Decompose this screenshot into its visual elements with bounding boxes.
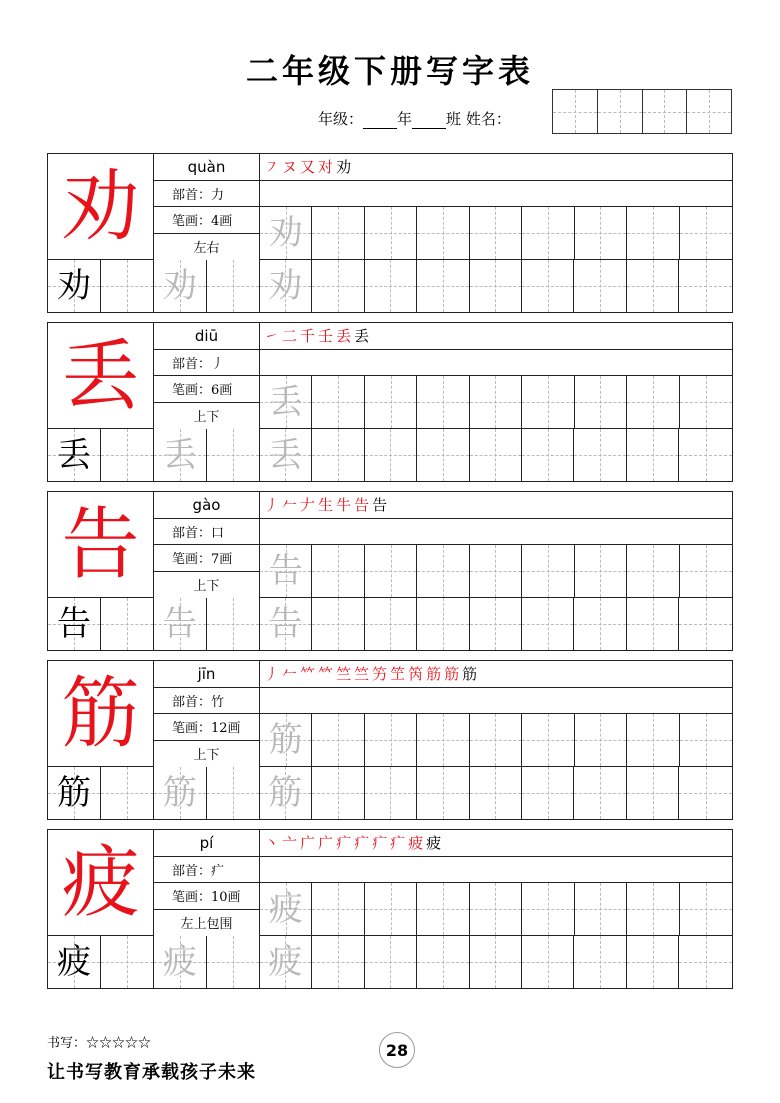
blank-row <box>260 688 732 715</box>
practice-cell[interactable] <box>680 883 732 935</box>
stroke-step: 丢 <box>354 327 373 346</box>
stroke-step: 丶 <box>264 834 283 853</box>
practice-cell[interactable] <box>260 545 312 597</box>
practice-cell[interactable] <box>365 714 417 766</box>
copy-char: 劝 <box>56 266 91 306</box>
blank-row <box>260 181 732 208</box>
practice-cell[interactable] <box>575 207 627 259</box>
char-info <box>154 661 260 767</box>
copy-char-cell <box>48 936 101 988</box>
radical: 部首：竹 <box>154 688 259 715</box>
model-char: 告 <box>48 492 154 598</box>
practice-cell[interactable] <box>627 936 679 988</box>
structure: 上下 <box>193 579 220 595</box>
copy-char: 丢 <box>56 435 91 475</box>
pinyin: quàn <box>154 154 259 181</box>
stroke-order <box>260 323 732 350</box>
practice-cell[interactable] <box>154 936 207 988</box>
stroke-step: ㇇ <box>264 158 283 177</box>
practice-cell[interactable] <box>417 714 469 766</box>
practice-cell[interactable] <box>312 936 364 988</box>
stroke-step: 又 <box>300 158 319 177</box>
practice-cell[interactable] <box>522 936 574 988</box>
radical: 部首：疒 <box>154 857 259 884</box>
practice-cell[interactable] <box>522 207 574 259</box>
practice-cell[interactable] <box>470 376 522 428</box>
structure: 左上包围 <box>180 917 233 933</box>
stroke-order <box>260 154 732 181</box>
stroke-step: 牛 <box>336 496 355 515</box>
practice-cell[interactable] <box>365 429 417 481</box>
practice-cell[interactable] <box>522 714 574 766</box>
practice-cell[interactable] <box>312 714 364 766</box>
practice-row <box>48 767 732 819</box>
practice-cell[interactable] <box>312 883 364 935</box>
stroke-count: 笔画：10画 <box>154 883 259 910</box>
structure: 左右 <box>193 241 220 257</box>
char-block <box>47 829 733 989</box>
practice-cell[interactable] <box>207 767 260 819</box>
practice-cell[interactable] <box>680 207 732 259</box>
practice-cell[interactable] <box>260 883 312 935</box>
trace-char: 丢 <box>268 382 303 422</box>
practice-cell[interactable] <box>260 936 312 988</box>
stroke-step: 疲 <box>408 834 427 853</box>
practice-cell[interactable] <box>417 545 469 597</box>
practice-cell[interactable] <box>680 545 732 597</box>
practice-cell[interactable] <box>365 545 417 597</box>
page-number: 28 <box>379 1032 415 1068</box>
practice-row <box>260 545 732 598</box>
practice-cell[interactable] <box>154 260 207 312</box>
stroke-step: 疒 <box>336 834 355 853</box>
practice-cell[interactable] <box>470 936 522 988</box>
stroke-count: 笔画：6画 <box>154 376 259 403</box>
practice-cell[interactable] <box>679 936 731 988</box>
blank-row <box>260 350 732 377</box>
model-char: 筋 <box>48 661 154 767</box>
copy-char-cell <box>48 429 101 481</box>
practice-cell[interactable] <box>470 260 522 312</box>
stroke-step: 疲 <box>426 834 445 853</box>
practice-row <box>260 376 732 429</box>
practice-cell[interactable] <box>522 429 574 481</box>
practice-cell[interactable] <box>575 714 627 766</box>
char-block <box>47 660 733 820</box>
motto: 让书写教育承载孩子未来 <box>47 1062 256 1083</box>
year-label: 年 <box>397 110 413 128</box>
practice-cell[interactable] <box>679 767 731 819</box>
practice-cell[interactable] <box>207 936 260 988</box>
stroke-step: 竺 <box>336 665 355 684</box>
stroke-step: 广 <box>318 834 337 853</box>
practice-cell[interactable] <box>260 714 312 766</box>
practice-cell[interactable] <box>101 260 154 312</box>
radical: 部首：口 <box>154 519 259 546</box>
trace-char: 告 <box>268 551 303 591</box>
practice-cell[interactable] <box>365 767 417 819</box>
stroke-step: 笁 <box>390 665 409 684</box>
stroke-step: 丿 <box>264 665 283 684</box>
practice-cell[interactable] <box>575 545 627 597</box>
practice-cell[interactable] <box>207 598 260 650</box>
stroke-step: 生 <box>318 496 337 515</box>
stroke-step: 𠂉 <box>282 665 301 684</box>
copy-char: 疲 <box>56 942 91 982</box>
practice-cell[interactable] <box>260 260 312 312</box>
pinyin: pí <box>154 830 259 857</box>
stroke-step: 对 <box>318 158 337 177</box>
stroke-step: 千 <box>300 327 319 346</box>
practice-cell[interactable] <box>101 429 154 481</box>
page-title: 二年级下册写字表 <box>245 52 534 90</box>
practice-row <box>260 714 732 767</box>
practice-cell[interactable] <box>312 376 364 428</box>
grade-blank[interactable] <box>363 114 397 129</box>
practice-cell[interactable] <box>679 429 731 481</box>
practice-cell[interactable] <box>312 767 364 819</box>
practice-cell[interactable] <box>680 714 732 766</box>
practice-cell[interactable] <box>575 883 627 935</box>
practice-cell[interactable] <box>365 207 417 259</box>
stroke-step: 𥫗 <box>318 665 337 684</box>
practice-cell[interactable] <box>101 936 154 988</box>
practice-cell[interactable] <box>207 260 260 312</box>
practice-cell[interactable] <box>312 207 364 259</box>
structure: 上下 <box>193 748 220 764</box>
pinyin: jīn <box>154 661 259 688</box>
structure: 上下 <box>193 410 220 426</box>
practice-cell[interactable] <box>101 598 154 650</box>
model-char: 劝 <box>48 154 154 260</box>
char-info <box>154 323 260 429</box>
practice-cell[interactable] <box>627 767 679 819</box>
stroke-count: 笔画：7画 <box>154 545 259 572</box>
stroke-step: 疒 <box>372 834 391 853</box>
practice-cell[interactable] <box>470 598 522 650</box>
practice-cell[interactable] <box>312 545 364 597</box>
blank-row <box>260 519 732 546</box>
pinyin: diū <box>154 323 259 350</box>
blank-row <box>260 857 732 884</box>
stroke-count: 笔画：4画 <box>154 207 259 234</box>
practice-cell[interactable] <box>207 429 260 481</box>
practice-cell[interactable] <box>522 376 574 428</box>
practice-cell[interactable] <box>260 767 312 819</box>
trace-char: 筋 <box>268 720 303 760</box>
practice-cell[interactable] <box>417 598 469 650</box>
copy-char-cell <box>48 260 101 312</box>
stroke-step: 告 <box>354 496 373 515</box>
practice-cell[interactable] <box>154 767 207 819</box>
practice-row <box>260 207 732 260</box>
stroke-step: 丢 <box>336 327 355 346</box>
practice-cell[interactable] <box>522 260 574 312</box>
practice-cell[interactable] <box>679 260 731 312</box>
stroke-step: 𠂉 <box>282 496 301 515</box>
copy-char: 告 <box>56 604 91 644</box>
stroke-step: 疒 <box>390 834 409 853</box>
stroke-step: 二 <box>282 327 301 346</box>
trace-char: 疲 <box>162 942 197 982</box>
model-char: 疲 <box>48 830 154 936</box>
radical: 部首：力 <box>154 181 259 208</box>
practice-cell[interactable] <box>627 429 679 481</box>
char-info <box>154 154 260 260</box>
trace-char: 告 <box>268 604 303 644</box>
practice-cell[interactable] <box>312 598 364 650</box>
student-info <box>318 108 511 129</box>
practice-cell[interactable] <box>417 883 469 935</box>
stroke-step: 筋 <box>426 665 445 684</box>
practice-cell[interactable] <box>470 883 522 935</box>
char-info <box>154 830 260 936</box>
practice-cell[interactable] <box>470 714 522 766</box>
trace-char: 劝 <box>268 266 303 306</box>
practice-cell[interactable] <box>679 598 731 650</box>
practice-row <box>260 883 732 936</box>
stroke-step: 劝 <box>336 158 355 177</box>
pinyin: gào <box>154 492 259 519</box>
char-block <box>47 322 733 482</box>
practice-row <box>48 429 732 481</box>
practice-cell[interactable] <box>627 545 679 597</box>
practice-cell[interactable] <box>154 429 207 481</box>
stroke-step: ヌ <box>282 158 301 177</box>
stroke-step: 疒 <box>354 834 373 853</box>
practice-cell[interactable] <box>574 429 626 481</box>
rating-label: 书写：☆☆☆☆☆ <box>47 1036 152 1051</box>
practice-cell[interactable] <box>365 598 417 650</box>
practice-cell[interactable] <box>522 598 574 650</box>
trace-char: 劝 <box>162 266 197 306</box>
practice-cell[interactable] <box>522 883 574 935</box>
practice-cell[interactable] <box>417 376 469 428</box>
practice-cell[interactable] <box>417 429 469 481</box>
trace-char: 筋 <box>268 773 303 813</box>
stroke-step: 壬 <box>318 327 337 346</box>
copy-char-cell <box>48 767 101 819</box>
practice-cell[interactable] <box>260 207 312 259</box>
practice-cell[interactable] <box>260 598 312 650</box>
practice-cell[interactable] <box>365 260 417 312</box>
trace-char: 丢 <box>162 435 197 475</box>
practice-cell[interactable] <box>417 260 469 312</box>
stroke-order <box>260 492 732 519</box>
stroke-order <box>260 661 732 688</box>
copy-char-cell <box>48 598 101 650</box>
practice-cell[interactable] <box>574 767 626 819</box>
practice-cell[interactable] <box>574 936 626 988</box>
practice-cell[interactable] <box>627 714 679 766</box>
copy-char: 筋 <box>56 773 91 813</box>
practice-cell[interactable] <box>470 767 522 819</box>
stroke-step: 𥫗 <box>300 665 319 684</box>
stroke-step: 竻 <box>372 665 391 684</box>
practice-cell[interactable] <box>627 207 679 259</box>
stroke-count: 笔画：12画 <box>154 714 259 741</box>
practice-cell[interactable] <box>312 260 364 312</box>
practice-cell[interactable] <box>470 207 522 259</box>
practice-cell[interactable] <box>627 598 679 650</box>
radical: 部首：丿 <box>154 350 259 377</box>
trace-char: 筋 <box>162 773 197 813</box>
stroke-step: 告 <box>372 496 391 515</box>
trace-char: 劝 <box>268 213 303 253</box>
practice-cell[interactable] <box>575 376 627 428</box>
practice-cell[interactable] <box>680 376 732 428</box>
stroke-order <box>260 830 732 857</box>
practice-cell[interactable] <box>417 207 469 259</box>
practice-cell[interactable] <box>417 767 469 819</box>
stroke-step: 丿 <box>264 496 283 515</box>
stroke-step: 筋 <box>462 665 481 684</box>
class-label: 班 <box>446 110 462 128</box>
practice-cell[interactable] <box>154 598 207 650</box>
practice-cell[interactable] <box>627 376 679 428</box>
stroke-step: 笍 <box>408 665 427 684</box>
name-grid[interactable] <box>552 89 732 134</box>
practice-cell[interactable] <box>522 545 574 597</box>
practice-row <box>48 598 732 650</box>
practice-cell[interactable] <box>260 376 312 428</box>
trace-char: 疲 <box>268 889 303 929</box>
practice-cell[interactable] <box>574 260 626 312</box>
practice-cell[interactable] <box>470 429 522 481</box>
class-blank[interactable] <box>412 114 446 129</box>
practice-cell[interactable] <box>627 260 679 312</box>
char-block <box>47 153 733 313</box>
model-char: 丢 <box>48 323 154 429</box>
practice-cell[interactable] <box>365 883 417 935</box>
trace-char: 丢 <box>268 435 303 475</box>
char-info <box>154 492 260 598</box>
char-block <box>47 491 733 651</box>
practice-row <box>48 936 732 988</box>
stroke-step: ㇀ <box>264 327 283 346</box>
stroke-step: 亠 <box>282 834 301 853</box>
practice-cell[interactable] <box>312 429 364 481</box>
practice-cell[interactable] <box>365 376 417 428</box>
practice-cell[interactable] <box>365 936 417 988</box>
practice-row <box>48 260 732 312</box>
stroke-step: 筋 <box>444 665 463 684</box>
trace-char: 告 <box>162 604 197 644</box>
grade-label: 年级： <box>318 110 364 128</box>
practice-cell[interactable] <box>470 545 522 597</box>
stroke-step: 竺 <box>354 665 373 684</box>
practice-cell[interactable] <box>260 429 312 481</box>
stroke-step: 广 <box>300 834 319 853</box>
practice-cell[interactable] <box>101 767 154 819</box>
name-label: 姓名： <box>465 110 511 128</box>
trace-char: 疲 <box>268 942 303 982</box>
practice-cell[interactable] <box>627 883 679 935</box>
practice-cell[interactable] <box>574 598 626 650</box>
stroke-step: 𠂇 <box>300 496 319 515</box>
practice-cell[interactable] <box>417 936 469 988</box>
practice-cell[interactable] <box>522 767 574 819</box>
